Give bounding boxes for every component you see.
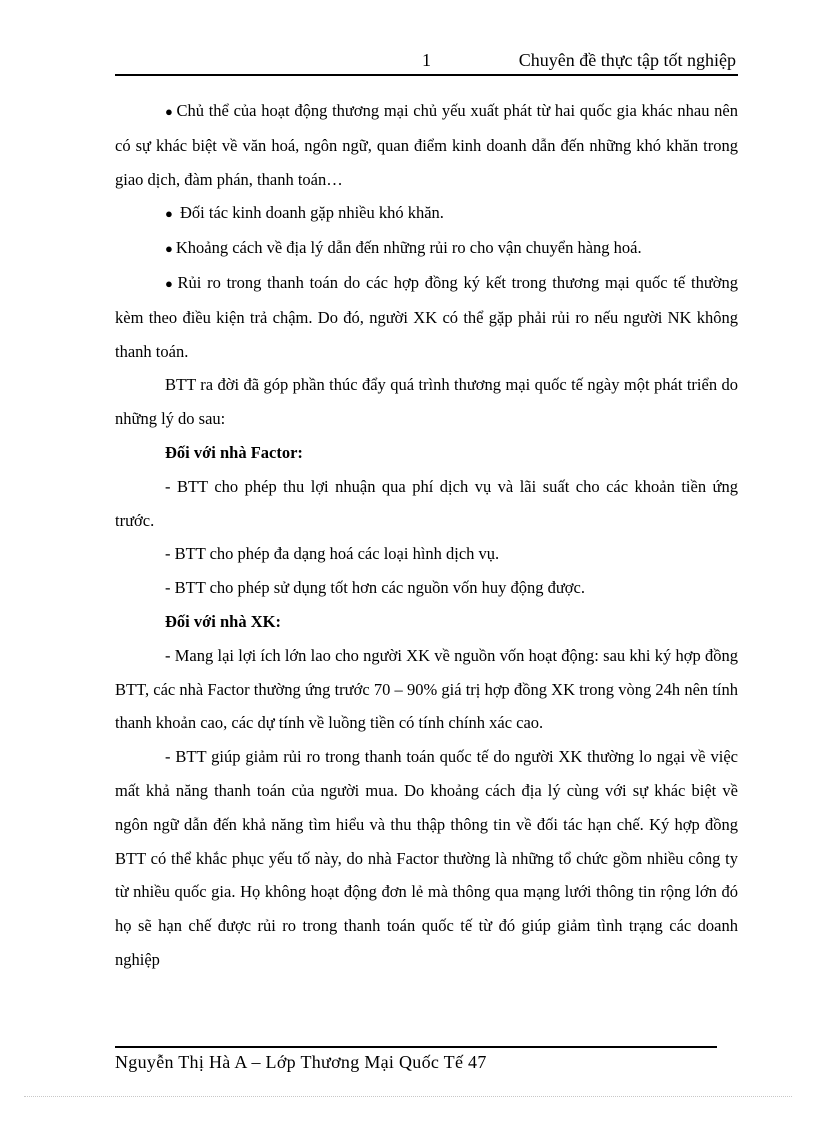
paragraph-intro: BTT ra đời đã góp phần thúc đẩy quá trình thương mại quốc tế ngày một phát triển do những lý do sau: (115, 375, 738, 429)
bullet-icon: ● (165, 241, 173, 257)
paragraph-bullet-4 (115, 266, 738, 368)
section-heading-factor: Đối với nhà Factor: (165, 442, 303, 462)
bullet-icon: ● (165, 104, 174, 119)
paragraph-exporter-1: - Mang lại lợi ích lớn lao cho người XK về nguồn vốn hoạt động: sau khi ký hợp đồng BTT, các nhà Factor thường ứng trước 70 – 90% giá trị hợp đồng XK trong vòng 24h nên tính thanh khoản cao, các dự tính về luồng tiền có tính chính xác cao. (115, 645, 738, 733)
paragraph-factor-2: - BTT cho phép đa dạng hoá các loại hình dịch vụ. (165, 544, 500, 564)
document-body (115, 94, 738, 977)
header-title: Chuyên đề thực tập tốt nghiệp (518, 50, 736, 70)
paragraph-factor-1: - BTT cho phép thu lợi nhuận qua phí dịch vụ và lãi suất cho các khoản tiền ứng trước. (115, 476, 738, 530)
paragraph-text: Khoảng cách về địa lý dẫn đến những rủi ro cho vận chuyển hàng hoá. (175, 238, 642, 258)
paragraph-bullet-1 (115, 94, 738, 196)
footer-rule (115, 1046, 717, 1048)
bullet-icon: ● (165, 206, 173, 222)
paragraph-bullet-3 (115, 231, 738, 266)
section-heading-exporter: Đối với nhà XK: (165, 611, 281, 631)
page-number: 1 (422, 50, 431, 70)
paragraph-exporter-2: - BTT giúp giảm rủi ro trong thanh toán quốc tế do người XK thường lo ngại về việc mất khả năng thanh toán của người mua. Do khoảng cách địa lý cùng với sự khác biệt về ngôn ngữ dẫn đến khả năng tìm hiểu và thu thập thông tin về đối tác hạn chế. Ký hợp đồng BTT có thể khắc phục yếu tố này, do nhà Factor thường là những tổ chức gồm nhiều công ty từ nhiều quốc gia. Họ không hoạt động đơn lẻ mà thông qua mạng lưới thông tin rộng lớn đó họ sẽ hạn chế được rủi ro trong thanh toán quốc tế từ đó giúp giảm tình trạng các doanh nghiệp (115, 747, 738, 969)
paragraph-text: Chủ thể của hoạt động thương mại chủ yếu xuất phát từ hai quốc gia khác nhau nên có sự khác biệt về văn hoá, ngôn ngữ, quan điểm kinh doanh dẫn đến những khó khăn trong giao dịch, đàm phán, thanh toán… (115, 101, 738, 189)
page-header (115, 46, 738, 76)
bullet-icon: ● (165, 275, 175, 291)
paragraph-bullet-2 (115, 196, 738, 231)
paragraph-text: Đối tác kinh doanh gặp nhiều khó khăn. (175, 203, 444, 223)
page-boundary-line (24, 1096, 792, 1097)
paragraph-text: Rủi ro trong thanh toán do các hợp đồng ký kết trong thương mại quốc tế thường kèm theo điều kiện trả chậm. Do đó, người XK có thể gặp phải rủi ro nếu người NK không thanh toán. (115, 272, 739, 361)
paragraph-factor-3: - BTT cho phép sử dụng tốt hơn các nguồn vốn huy động được. (165, 578, 585, 598)
footer-text: Nguyễn Thị Hà A – Lớp Thương Mại Quốc Tế 47 (115, 1052, 487, 1072)
